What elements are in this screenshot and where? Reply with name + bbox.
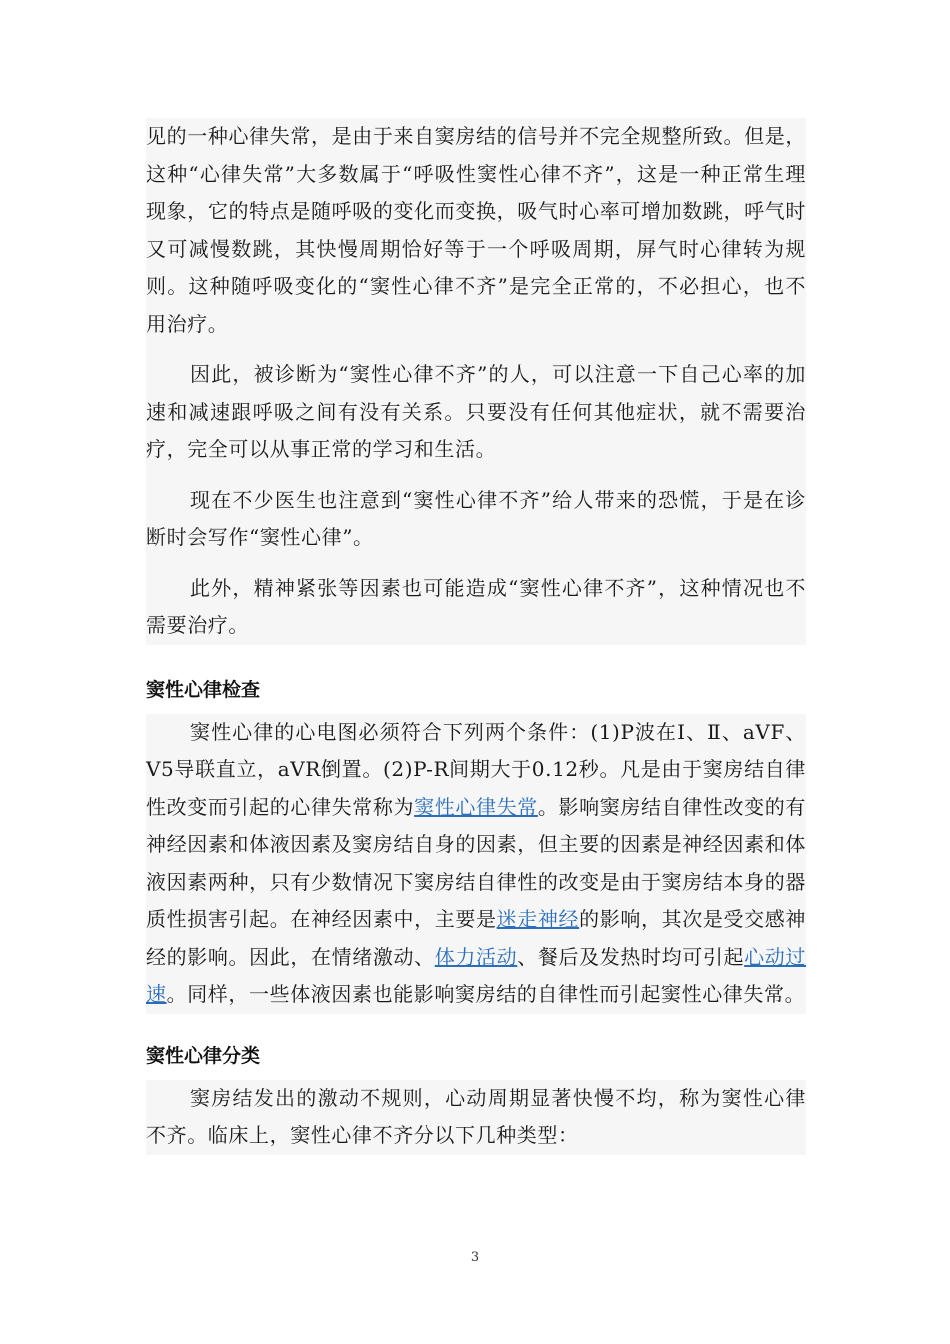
- section-heading-sinus-rhythm-types: 窦性心律分类: [146, 1044, 261, 1067]
- link-physical-activity[interactable]: 体力活动: [434, 944, 518, 969]
- text-block-sinus-rhythm-exam: [146, 714, 806, 1014]
- link-vagus-nerve[interactable]: 迷走神经: [496, 907, 580, 931]
- document-page: [146, 118, 806, 1155]
- text-block-sinus-rhythm-types: [146, 1080, 806, 1155]
- text-segment: 。同样，一些体液因素也能影响窦房结的自律性而引起窦性心律失常。: [166, 982, 806, 1006]
- page-number: 3: [470, 1250, 480, 1265]
- paragraph-types-intro: 窦房结发出的激动不规则，心动周期显著快慢不均，称为窦性心律不齐。临床上，窦性心律不齐分以下几种类型：: [146, 1085, 806, 1147]
- text-block-arrhythmia-intro: [146, 118, 806, 645]
- paragraph-doctor-note: 现在不少医生也注意到“窦性心律不齐”给人带来的恐慌，于是在诊断时会写作“窦性心律”。: [146, 487, 806, 549]
- paragraph-respiratory-arrhythmia: 见的一种心律失常，是由于来自窦房结的信号并不完全规整所致。但是，这种“心律失常”大多数属于“呼吸性窦性心律不齐”，这是一种正常生理现象，它的特点是随呼吸的变化而变换，吸气时心率可增加数跳，呼气时又可减慢数跳，其快慢周期恰好等于一个呼吸周期，屏气时心律转为规则。这种随呼吸变化的“窦性心律不齐”是完全正常的，不必担心，也不用治疗。: [146, 124, 806, 336]
- text-segment: 、餐后及发热时均可引起: [517, 944, 745, 969]
- section-heading-sinus-rhythm-exam: 窦性心律检查: [146, 678, 261, 701]
- text-segment: 窦性心律的心电图必须符合下列两个条件：(1)P波在Ⅰ、Ⅱ、aVF、V5导联直立，aVR倒置。(2)P-R间期大于0.12秒。凡是由于窦房结自律性改变而引起的心律失常称为: [146, 719, 806, 819]
- link-tachycardia[interactable]: 心动过速: [146, 944, 806, 1006]
- link-sinus-arrhythmia[interactable]: 窦性心律失常: [414, 794, 538, 819]
- text-segment: 的影响，其次是受交感神经的影响。因此，在情绪激动、: [146, 907, 807, 969]
- paragraph-ecg-criteria: [146, 714, 806, 1014]
- paragraph-diagnosis-advice: 因此，被诊断为“窦性心律不齐”的人，可以注意一下自己心率的加速和减速跟呼吸之间有没有关系。只要没有任何其他症状，就不需要治疗，完全可以从事正常的学习和生活。: [146, 362, 806, 461]
- paragraph-stress-factor: 此外，精神紧张等因素也可能造成“窦性心律不齐”，这种情况也不需要治疗。: [146, 575, 806, 637]
- text-segment: 。影响窦房结自律性改变的有神经因素和体液因素及窦房结自身的因素，但主要的因素是神经因素和体液因素两种，只有少数情况下窦房结自律性的改变是由于窦房结本身的器质性损害引起。在神经因素中，主要是: [146, 794, 806, 931]
